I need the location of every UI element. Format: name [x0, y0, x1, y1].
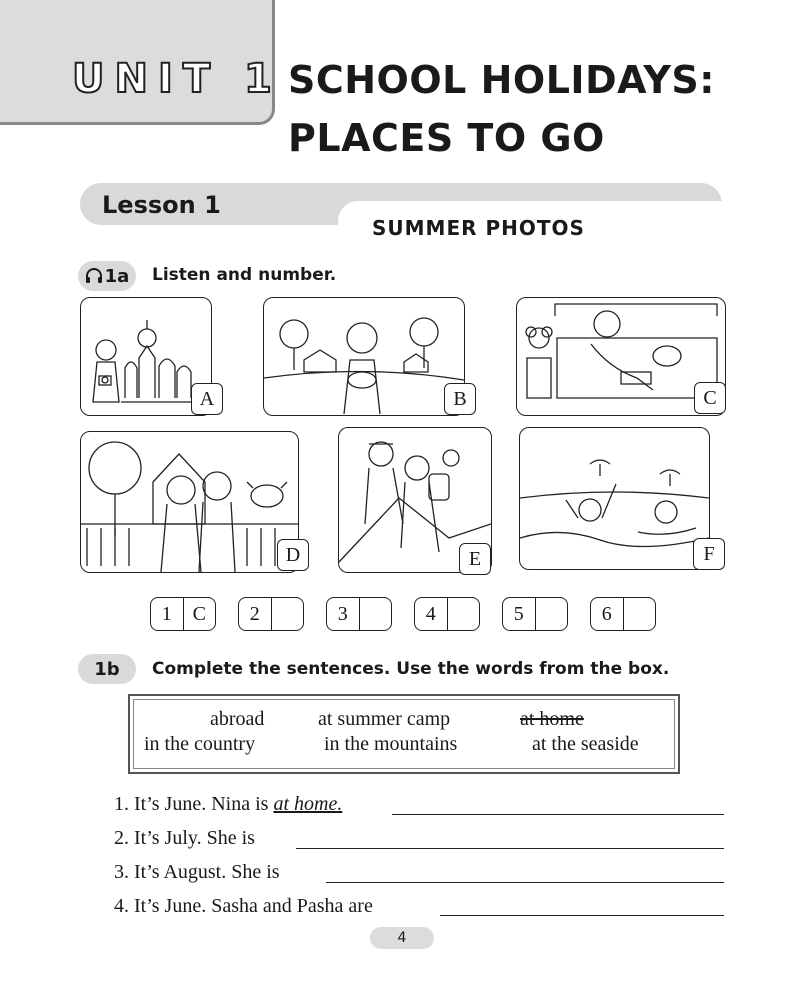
answer-number: 4	[425, 602, 436, 625]
answer-line-3[interactable]	[326, 882, 724, 883]
answer-box[interactable]	[238, 597, 304, 631]
picture-d	[80, 431, 299, 573]
word-box-item: at summer camp	[318, 708, 451, 730]
answer-letter-field[interactable]	[535, 598, 568, 630]
answer-letter-field[interactable]	[271, 598, 304, 630]
sentence-3: 3. It’s August. She is	[114, 861, 280, 883]
picture-e-letter: E	[459, 543, 491, 575]
answer-number: 5	[513, 602, 524, 625]
sentence-1-answer: at home.	[273, 793, 343, 815]
sentence-4: 4. It’s June. Sasha and Pasha are	[114, 895, 373, 917]
picture-b-letter: B	[444, 383, 476, 415]
picture-d-letter: D	[277, 539, 309, 571]
answer-letter-field[interactable]: C	[183, 598, 216, 630]
lesson-title: SUMMER PHOTOS	[372, 216, 585, 240]
page-number: 4	[370, 927, 434, 949]
unit-title-line-1: SCHOOL HOLIDAYS:	[288, 58, 715, 102]
word-box-item: at the seaside	[532, 733, 639, 755]
word-box-item-crossed: at home	[520, 708, 584, 730]
answer-box[interactable]	[502, 597, 568, 631]
sentence-1-text: 1. It’s June. Nina is	[114, 793, 269, 815]
answer-letter-field[interactable]	[359, 598, 392, 630]
word-box-item: in the country	[144, 733, 256, 755]
exercise-1a-instruction: Listen and number.	[152, 265, 337, 285]
countryside-girl-illustration	[264, 298, 464, 415]
word-box-item: abroad	[210, 708, 265, 730]
picture-b	[263, 297, 465, 416]
answer-box[interactable]	[326, 597, 392, 631]
word-box	[128, 694, 680, 774]
answer-line-2[interactable]	[296, 848, 724, 849]
answer-number: 2	[249, 602, 260, 625]
answer-box[interactable]	[590, 597, 656, 631]
answer-box[interactable]	[414, 597, 480, 631]
exercise-1a-number: 1a	[104, 265, 130, 287]
headphones-icon	[85, 267, 103, 285]
exercise-1a-badge	[78, 261, 136, 291]
exercise-1b-number: 1b	[94, 658, 120, 680]
picture-f	[519, 427, 710, 570]
answer-number: 1	[161, 602, 172, 625]
word-box-item: in the mountains	[324, 733, 458, 755]
picture-c-letter: C	[694, 382, 726, 414]
answer-number: 3	[337, 602, 348, 625]
unit-label: UNIT 1	[72, 56, 282, 102]
picture-f-letter: F	[693, 538, 725, 570]
answer-line-4[interactable]	[440, 915, 724, 916]
sentence-1	[114, 793, 342, 816]
unit-title-line-2: PLACES TO GO	[288, 116, 605, 160]
exercise-1b-instruction: Complete the sentences. Use the words from the box.	[152, 659, 670, 679]
answer-number: 6	[601, 602, 612, 625]
exercise-1b-badge	[78, 654, 136, 684]
picture-a-letter: A	[191, 383, 223, 415]
answer-letter-field[interactable]	[623, 598, 656, 630]
lesson-label: Lesson 1	[102, 191, 221, 219]
answer-line-1[interactable]	[392, 814, 724, 815]
seaside-children-illustration	[520, 428, 709, 569]
answer-letter-field[interactable]	[447, 598, 480, 630]
garden-children-cow-illustration	[81, 432, 298, 572]
sentence-2: 2. It’s July. She is	[114, 827, 255, 849]
answer-box[interactable]	[150, 597, 216, 631]
